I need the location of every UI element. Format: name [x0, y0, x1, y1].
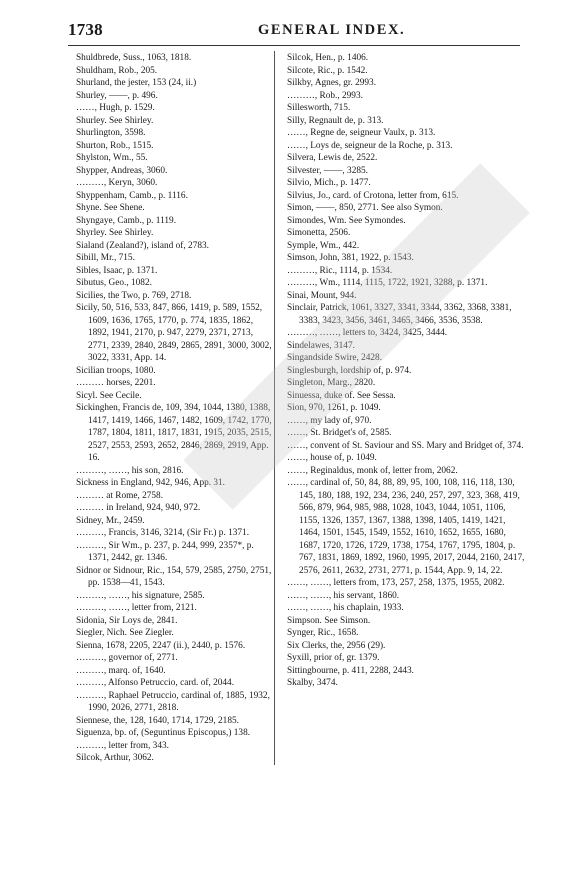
- page-header: [68, 20, 518, 44]
- index-entry: ………, governor of, 2771.: [76, 653, 178, 663]
- index-entry: Sion, 970, 1261, p. 1049.: [287, 403, 381, 413]
- index-entry: ……… horses, 2201.: [76, 378, 156, 388]
- index-entry: Sittingbourne, p. 411, 2288, 2443.: [287, 665, 414, 676]
- index-entry: Simpson. See Simson.: [287, 615, 371, 626]
- index-entry: ………, marq. of, 1640.: [76, 665, 166, 676]
- index-entry: Simondes, Wm. See Symondes.: [287, 215, 406, 226]
- index-entry: Silvera, Lewis de, 2522.: [287, 153, 378, 163]
- index-entry: Silcote, Ric., p. 1542.: [287, 65, 368, 76]
- index-entry: ……… in Ireland, 924, 940, 972.: [76, 503, 201, 513]
- index-entry: Sicyl. See Cecile.: [76, 390, 142, 401]
- index-entry: Shyne. See Shene.: [76, 203, 145, 213]
- index-entry: Silkby, Agnes, gr. 2993.: [287, 78, 377, 88]
- index-entry: ……, Loys de, seigneur de la Roche, p. 313.: [287, 140, 453, 151]
- index-entry: ……, house of, p. 1049.: [287, 453, 377, 463]
- index-entry: Singlesburgh, lordship of, p. 974.: [287, 365, 412, 376]
- index-entry: ………, Ric., 1114, p. 1534.: [287, 265, 393, 276]
- index-entry: Sindelawes, 3147.: [287, 340, 355, 351]
- index-entry: Sicilian troops, 1080.: [76, 365, 156, 376]
- index-entry: ………, Alfonso Petruccio, card. of, 2044.: [76, 678, 235, 688]
- index-entry: Simon, ——, 850, 2771. See also Symon.: [287, 203, 443, 213]
- index-entry: ……… at Rome, 2758.: [76, 490, 164, 501]
- index-entry: ………, Raphael Petruccio, cardinal of, 1885, 1932, 1990, 2026, 2771, 2818.: [76, 690, 270, 713]
- index-entry: Siennese, the, 128, 1640, 1714, 1729, 2185.: [76, 715, 239, 726]
- index-entry: Shurton, Rob., 1515.: [76, 140, 154, 151]
- index-entry: Shylston, Wm., 55.: [76, 153, 148, 163]
- index-entry: ……, my lady of, 970.: [287, 415, 372, 426]
- index-entry: Synger, Ric., 1658.: [287, 628, 359, 638]
- index-entry: Silvester, ——, 3285.: [287, 165, 368, 176]
- index-entry: Sidonia, Sir Loys de, 2841.: [76, 615, 178, 626]
- index-entry: ……, ……, his servant, 1860.: [287, 590, 400, 601]
- index-entry: Silly, Regnault de, p. 313.: [287, 115, 384, 126]
- left-column: [76, 52, 272, 765]
- index-entry: Siegler, Nich. See Ziegler.: [76, 628, 174, 638]
- index-entry: ………, ……, letter from, 2121.: [76, 603, 197, 613]
- index-entry: Simson, John, 381, 1922, p. 1543.: [287, 253, 414, 263]
- index-entry: Sibles, Isaac, p. 1371.: [76, 265, 158, 276]
- index-entry: Sidney, Mr., 2459.: [76, 515, 145, 526]
- index-entry: ……, ……, his chaplain, 1933.: [287, 603, 404, 613]
- index-entry: ………, ……, his son, 2816.: [76, 465, 184, 476]
- index-entry: Shurley. See Shirley.: [76, 115, 154, 126]
- index-entry: Singandside Swire, 2428.: [287, 353, 383, 363]
- index-entry: ……, Hugh, p. 1529.: [76, 103, 155, 113]
- index-entry: ……, cardinal of, 50, 84, 88, 89, 95, 100, 108, 116, 118, 130, 145, 180, 188, 192, 234, 236, 240, 257, 297, 323, 368, 419, 566, 879, 964, 985, 988, 1028, 1043, 1044, 1051, 1106, 1155, 1326, 1357, 1367, 1388, 1398, 1405, 1419, 1421, 1464, 1501, 1545, 1549, 1552, 1610, 1652, 1655, 1680, 1687, 1720, 1726, 1729, 1738, 1754, 1767, 1795, 1804, p. 767, 1831, 1869, 1892, 1960, 1995, 2017, 2044, 2160, 2417, 2576, 2611, 2632, 2731, 2771, p. 1544, App. 9, 14, 22.: [287, 478, 525, 576]
- index-entry: ………, Keryn, 3060.: [76, 178, 158, 188]
- index-entry: ………, Francis, 3146, 3214, (Sir Fr.) p. 1371.: [76, 528, 250, 538]
- right-column: [287, 52, 527, 690]
- index-entry: Syxill, prior of, gr. 1379.: [287, 653, 380, 663]
- index-entry: Shypper, Andreas, 3060.: [76, 165, 168, 176]
- index-entry: Silvio, Mich., p. 1477.: [287, 178, 371, 188]
- index-entry: Six Clerks, the, 2956 (29).: [287, 640, 386, 651]
- index-entry: ………, Rob., 2993.: [287, 90, 363, 101]
- index-entry: ……, Regne de, seigneur Vaulx, p. 313.: [287, 128, 436, 138]
- index-entry: Silcok, Arthur, 3062.: [76, 753, 154, 763]
- index-entry: ……, ……, letters from, 173, 257, 258, 1375, 1955, 2082.: [287, 578, 505, 588]
- index-entry: Silvius, Jo., card. of Crotona, letter from, 615.: [287, 190, 459, 201]
- column-divider: [274, 51, 275, 765]
- index-entry: Sibill, Mr., 715.: [76, 253, 135, 263]
- header-rule: [68, 45, 520, 46]
- index-entry: ………, ……, his signature, 2585.: [76, 590, 205, 601]
- index-entry: Sickinghen, Francis de, 109, 394, 1044, 1380, 1388, 1417, 1419, 1466, 1467, 1482, 1609, 1742, 1770, 1787, 1804, 1811, 1817, 1831, 1915, 2035, 2515, 2527, 2553, 2593, 2652, 2846, 2869, 2919, App. 16.: [76, 403, 272, 463]
- index-entry: ……, Reginaldus, monk of, letter from, 2062.: [287, 465, 458, 476]
- index-entry: Sinuessa, duke of. See Sessa.: [287, 390, 396, 401]
- index-entry: Shurland, the jester, 153 (24, ii.): [76, 78, 197, 88]
- index-entry: ………, Sir Wm., p. 237, p. 244, 999, 2357*, p. 1371, 2442, gr. 1346.: [76, 540, 254, 563]
- index-entry: Sinclair, Patrick, 1061, 3327, 3341, 3344, 3362, 3368, 3381, 3383, 3423, 3456, 3461, 3465, 3466, 3536, 3538.: [287, 303, 512, 326]
- index-entry: Sicilies, the Two, p. 769, 2718.: [76, 290, 192, 301]
- running-head: GENERAL INDEX.: [258, 22, 406, 38]
- index-entry: Sialand (Zealand?), island of, 2783.: [76, 240, 209, 251]
- index-entry: Shuldham, Rob., 205.: [76, 65, 158, 76]
- page-number: 1738: [68, 20, 103, 39]
- index-entry: Shuldbrede, Suss., 1063, 1818.: [76, 53, 192, 63]
- index-entry: Siguenza, bp. of, (Seguntinus Episcopus,) 138.: [76, 728, 251, 738]
- index-entry: Shurley, ——, p. 496.: [76, 90, 158, 101]
- index-entry: Sienna, 1678, 2205, 2247 (ii.), 2440, p. 1576.: [76, 640, 246, 651]
- index-entry: Shurlington, 3598.: [76, 128, 146, 138]
- index-entry: Simonetta, 2506.: [287, 228, 351, 238]
- index-entry: Shyppenham, Camb., p. 1116.: [76, 190, 188, 201]
- index-entry: Skalby, 3474.: [287, 678, 338, 688]
- index-entry: Symple, Wm., 442.: [287, 240, 360, 251]
- index-entry: ………, letter from, 343.: [76, 740, 169, 751]
- index-entry: Shyngaye, Camb., p. 1119.: [76, 215, 177, 226]
- index-entry: ……, convent of St. Saviour and SS. Mary and Bridget of, 374.: [287, 440, 524, 451]
- index-entry: Sicily, 50, 516, 533, 847, 866, 1419, p. 589, 1552, 1609, 1636, 1765, 1770, p. 774, 1835, 1862, 1892, 1941, 2170, p. 947, 2279, 2371, 2713, 2771, 2339, 2840, 2849, 2865, 2891, 3000, 3002, 3022, 3331, App. 14.: [76, 303, 272, 363]
- index-entry: Sillesworth, 715.: [287, 103, 351, 113]
- index-entry: ………, ……, letters to, 3424, 3425, 3444.: [287, 328, 448, 338]
- index-entry: ……, St. Bridget's of, 2585.: [287, 428, 392, 438]
- index-entry: ………, Wm., 1114, 1115, 1722, 1921, 3288, p. 1371.: [287, 278, 488, 288]
- index-entry: Sickness in England, 942, 946, App. 31.: [76, 478, 226, 488]
- index-entry: Silcok, Hen., p. 1406.: [287, 53, 369, 63]
- index-entry: Sinai, Mount, 944.: [287, 290, 357, 301]
- index-entry: Sibutus, Geo., 1082.: [76, 278, 152, 288]
- index-entry: Singleton, Marg., 2820.: [287, 378, 376, 388]
- index-entry: Sidnor or Sidnour, Ric., 154, 579, 2585, 2750, 2751, pp. 1538—41, 1543.: [76, 565, 272, 588]
- index-entry: Shyrley. See Shirley.: [76, 228, 154, 238]
